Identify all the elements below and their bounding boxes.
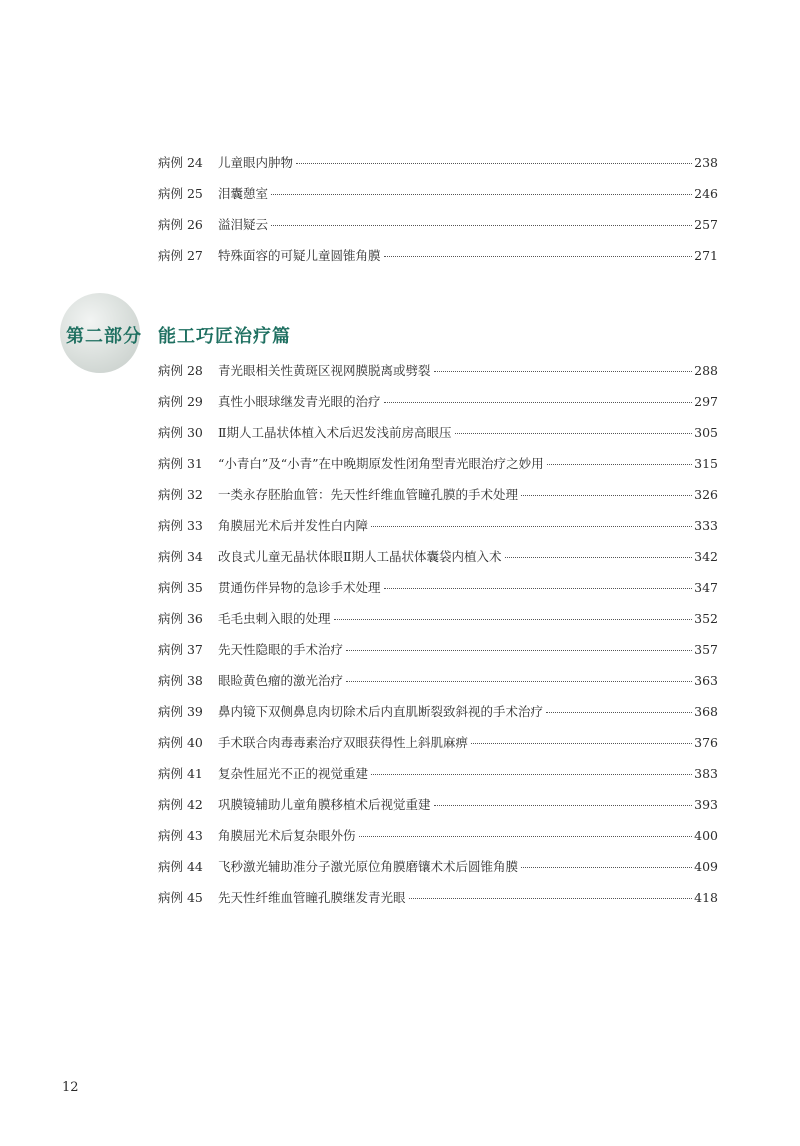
toc-dot-leader — [334, 619, 693, 620]
toc-entry[interactable] — [158, 851, 718, 882]
page-number: 12 — [62, 1080, 79, 1095]
toc-entry-title: 青光眼相关性黄斑区视网膜脱离或劈裂 — [218, 363, 431, 378]
toc-case-number: 病例 26 — [158, 217, 203, 232]
toc-dot-leader — [471, 743, 692, 744]
toc-case-number: 病例 39 — [158, 704, 203, 719]
toc-case-number: 病例 36 — [158, 611, 203, 626]
toc-entry[interactable] — [158, 178, 718, 209]
toc-entry-title: 巩膜镜辅助儿童角膜移植术后视觉重建 — [218, 797, 431, 812]
toc-entry-title: 先天性隐眼的手术治疗 — [218, 642, 344, 657]
toc-case-number: 病例 27 — [158, 248, 203, 263]
toc-entry-title: 改良式儿童无晶状体眼Ⅱ期人工晶状体囊袋内植入术 — [218, 549, 502, 564]
toc-entry[interactable] — [158, 727, 718, 758]
toc-case-number: 病例 28 — [158, 363, 203, 378]
toc-case-number: 病例 25 — [158, 186, 203, 201]
toc-case-number: 病例 30 — [158, 425, 203, 440]
toc-dot-leader — [434, 805, 693, 806]
toc-page-number: 271 — [694, 248, 718, 263]
toc-page-number: 342 — [694, 549, 718, 564]
toc-case-number: 病例 24 — [158, 155, 203, 170]
toc-dot-leader — [521, 495, 692, 496]
toc-page-number: 347 — [694, 580, 718, 595]
toc-dot-leader — [346, 681, 692, 682]
toc-entry[interactable] — [158, 479, 718, 510]
toc-entry-title: Ⅱ期人工晶状体植入术后迟发浅前房高眼压 — [218, 425, 452, 440]
toc-entry-title: 真性小眼球继发青光眼的治疗 — [218, 394, 381, 409]
toc-entry[interactable] — [158, 665, 718, 696]
toc-page-number: 418 — [694, 890, 718, 905]
toc-page-number: 315 — [694, 456, 718, 471]
toc-page-number: 357 — [694, 642, 718, 657]
toc-case-number: 病例 38 — [158, 673, 203, 688]
toc-entry[interactable] — [158, 603, 718, 634]
toc-page-number: 326 — [694, 487, 718, 502]
toc-dot-leader — [359, 836, 693, 837]
toc-case-number: 病例 33 — [158, 518, 203, 533]
toc-entry-title: 先天性纤维血管瞳孔膜继发青光眼 — [218, 890, 406, 905]
toc-case-number: 病例 44 — [158, 859, 203, 874]
toc-entry[interactable] — [158, 240, 718, 271]
toc-page-number: 393 — [694, 797, 718, 812]
toc-case-number: 病例 40 — [158, 735, 203, 750]
toc-entry-title: 毛毛虫刺入眼的处理 — [218, 611, 331, 626]
toc-dot-leader — [296, 163, 692, 164]
toc-dot-leader — [384, 588, 693, 589]
toc-page-number: 383 — [694, 766, 718, 781]
toc-dot-leader — [346, 650, 692, 651]
toc-entry-title: 溢泪疑云 — [218, 217, 269, 232]
toc-entry[interactable] — [158, 882, 718, 913]
toc-page-number: 363 — [694, 673, 718, 688]
toc-case-number: 病例 37 — [158, 642, 203, 657]
toc-page-number: 376 — [694, 735, 718, 750]
toc-entry-title: 眼睑黄色瘤的激光治疗 — [218, 673, 344, 688]
toc-entry-title: 飞秒激光辅助准分子激光原位角膜磨镶术术后圆锥角膜 — [218, 859, 519, 874]
toc-entry[interactable] — [158, 758, 718, 789]
toc-dot-leader — [546, 712, 692, 713]
toc-page-number: 257 — [694, 217, 718, 232]
toc-entry[interactable] — [158, 448, 718, 479]
toc-case-number: 病例 31 — [158, 456, 203, 471]
toc-entry[interactable] — [158, 541, 718, 572]
toc-entry-title: 角膜屈光术后并发性白内障 — [218, 518, 369, 533]
toc-dot-leader — [371, 526, 692, 527]
toc-dot-leader — [455, 433, 693, 434]
toc-case-number: 病例 29 — [158, 394, 203, 409]
toc-dot-leader — [521, 867, 692, 868]
toc-entry[interactable] — [158, 634, 718, 665]
toc-dot-leader — [384, 402, 693, 403]
toc-entry[interactable] — [158, 510, 718, 541]
toc-case-number: 病例 42 — [158, 797, 203, 812]
toc-page-number: 305 — [694, 425, 718, 440]
toc-dot-leader — [384, 256, 693, 257]
toc-entry[interactable] — [158, 789, 718, 820]
toc-entry[interactable] — [158, 417, 718, 448]
toc-case-number: 病例 45 — [158, 890, 203, 905]
toc-dot-leader — [271, 225, 692, 226]
toc-dot-leader — [271, 194, 692, 195]
toc-page-number: 409 — [694, 859, 718, 874]
toc-dot-leader — [409, 898, 693, 899]
toc-entry-title: 复杂性屈光不正的视觉重建 — [218, 766, 369, 781]
toc-entry-title: 贯通伤伴异物的急诊手术处理 — [218, 580, 381, 595]
toc-entry[interactable] — [158, 696, 718, 727]
toc-entry[interactable] — [158, 820, 718, 851]
toc-page-number: 352 — [694, 611, 718, 626]
toc-case-number: 病例 43 — [158, 828, 203, 843]
toc-page-number: 297 — [694, 394, 718, 409]
toc-entry-title: 一类永存胚胎血管：先天性纤维血管瞳孔膜的手术处理 — [218, 487, 519, 502]
toc-page-number: 368 — [694, 704, 718, 719]
toc-entry[interactable] — [158, 572, 718, 603]
toc-entry[interactable] — [158, 355, 718, 386]
toc-page-number: 400 — [694, 828, 718, 843]
toc-entry[interactable] — [158, 209, 718, 240]
toc-dot-leader — [434, 371, 693, 372]
toc-entry-title: 角膜屈光术后复杂眼外伤 — [218, 828, 356, 843]
toc-dot-leader — [371, 774, 692, 775]
toc-case-number: 病例 41 — [158, 766, 203, 781]
toc-page-number: 333 — [694, 518, 718, 533]
toc-case-number: 病例 34 — [158, 549, 203, 564]
toc-entry-title: 鼻内镜下双侧鼻息肉切除术后内直肌断裂致斜视的手术治疗 — [218, 704, 544, 719]
toc-entry[interactable] — [158, 386, 718, 417]
toc-page-number: 288 — [694, 363, 718, 378]
toc-entry-title: 泪囊憩室 — [218, 186, 269, 201]
toc-dot-leader — [547, 464, 693, 465]
toc-list-part2 — [158, 355, 718, 913]
toc-page-number: 246 — [694, 186, 718, 201]
toc-dot-leader — [505, 557, 693, 558]
section-title: 能工巧匠治疗篇 — [158, 326, 291, 347]
toc-case-number: 病例 32 — [158, 487, 203, 502]
toc-list-part1 — [158, 147, 718, 271]
toc-entry-title: 儿童眼内肿物 — [218, 155, 294, 170]
toc-entry[interactable] — [158, 147, 718, 178]
toc-entry-title: “小青白”及“小青”在中晚期原发性闭角型青光眼治疗之妙用 — [218, 456, 544, 471]
toc-page-number: 238 — [694, 155, 718, 170]
toc-entry-title: 手术联合肉毒毒素治疗双眼获得性上斜肌麻痹 — [218, 735, 469, 750]
toc-case-number: 病例 35 — [158, 580, 203, 595]
toc-entry-title: 特殊面容的可疑儿童圆锥角膜 — [218, 248, 381, 263]
section-label: 第二部分 — [66, 326, 142, 347]
